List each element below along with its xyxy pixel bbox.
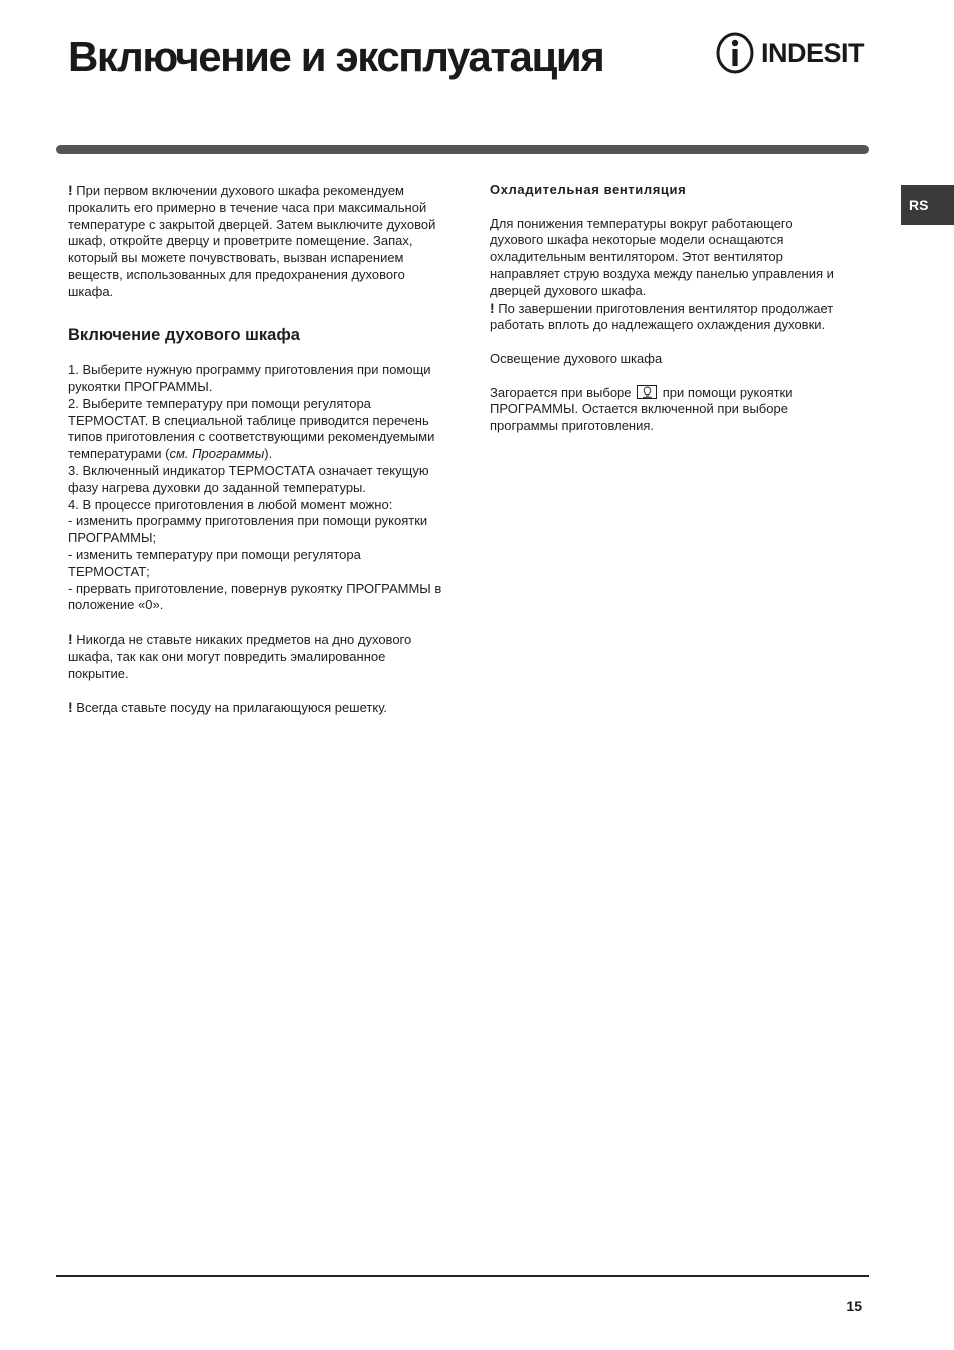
page-number: 15 <box>846 1298 862 1314</box>
language-tab: RS <box>901 185 954 225</box>
step-4: 4. В процессе приготовления в любой момент можно: <box>68 496 393 512</box>
indesit-logo-icon <box>715 31 755 75</box>
left-column <box>68 182 446 717</box>
warning-mark: ! <box>68 182 73 198</box>
page-title: Включение и эксплуатация <box>68 33 604 80</box>
warning-paragraph: ! Никогда не ставьте никаких предметов на дно духового шкафа, так как они могут повредить эмалированное покрытие. <box>68 630 412 681</box>
warning-mark: ! <box>68 699 73 716</box>
step-1: 1. Выберите нужную программу приготовления при помощи рукоятки ПРОГРАММЫ. <box>68 362 431 394</box>
section-heading: Включение духового шкафа <box>68 326 300 345</box>
brand-name: INDESIT <box>761 38 865 68</box>
step-4-option-c: - прервать приготовление, повернув рукоятку ПРОГРАММЫ в положение «0». <box>68 580 442 613</box>
warning-paragraph: ! Всегда ставьте посуду на прилагающуюся решетку. <box>68 699 388 716</box>
header-divider <box>56 145 869 154</box>
step-3: 3. Включенный индикатор ТЕРМОСТАТА означает текущую фазу нагрева духовки до заданной температуры. <box>68 462 429 495</box>
brand-logo <box>715 30 864 76</box>
right-column <box>490 182 838 435</box>
step-4-option-b: - изменить температуру при помощи регулятора ТЕРМОСТАТ; <box>68 546 361 579</box>
subsection-heading: Охладительная вентиляция <box>490 182 687 197</box>
lighting-paragraph: Загорается при выборе при помощи рукоятки ПРОГРАММЫ. Остается включенной при выборе программы приготовления. <box>490 384 793 434</box>
footer-divider <box>56 1275 869 1277</box>
warning-mark: ! <box>68 630 73 647</box>
oven-lamp-icon <box>637 385 657 399</box>
warning-mark: ! <box>490 299 495 316</box>
ventilation-paragraph: Для понижения температуры вокруг работающего духового шкафа некоторые модели оснащаются охладительным вентилятором. Этот вентилятор направляет струю воздуха между панелью управления и дверцей духового шкафа. <box>490 215 834 298</box>
warning-paragraph: ! По завершении приготовления вентилятор продолжает работать вплоть до надлежащего охлаждения духовки. <box>490 299 834 333</box>
intro-paragraph: ! При первом включении духового шкафа рекомендуем прокалить его примерно в течение часа при максимальной температуре с закрытой дверцей. Затем выключите духовой шкаф, откройте дверцу и проветрите помещение. Запах, который вы можете почувствовать, вызван испарением веществ, использованных для предохранения духового шкафа. <box>68 182 436 299</box>
subsection-label: Освещение духового шкафа <box>490 350 663 366</box>
step-2: 2. Выберите температуру при помощи регулятора ТЕРМОСТАТ. В специальной таблице приводится перечень типов приготовления с соответствующими рекомендуемыми температурами (см. Программы). <box>68 395 435 462</box>
step-4-option-a: - изменить программу приготовления при помощи рукоятки ПРОГРАММЫ; <box>68 513 428 546</box>
